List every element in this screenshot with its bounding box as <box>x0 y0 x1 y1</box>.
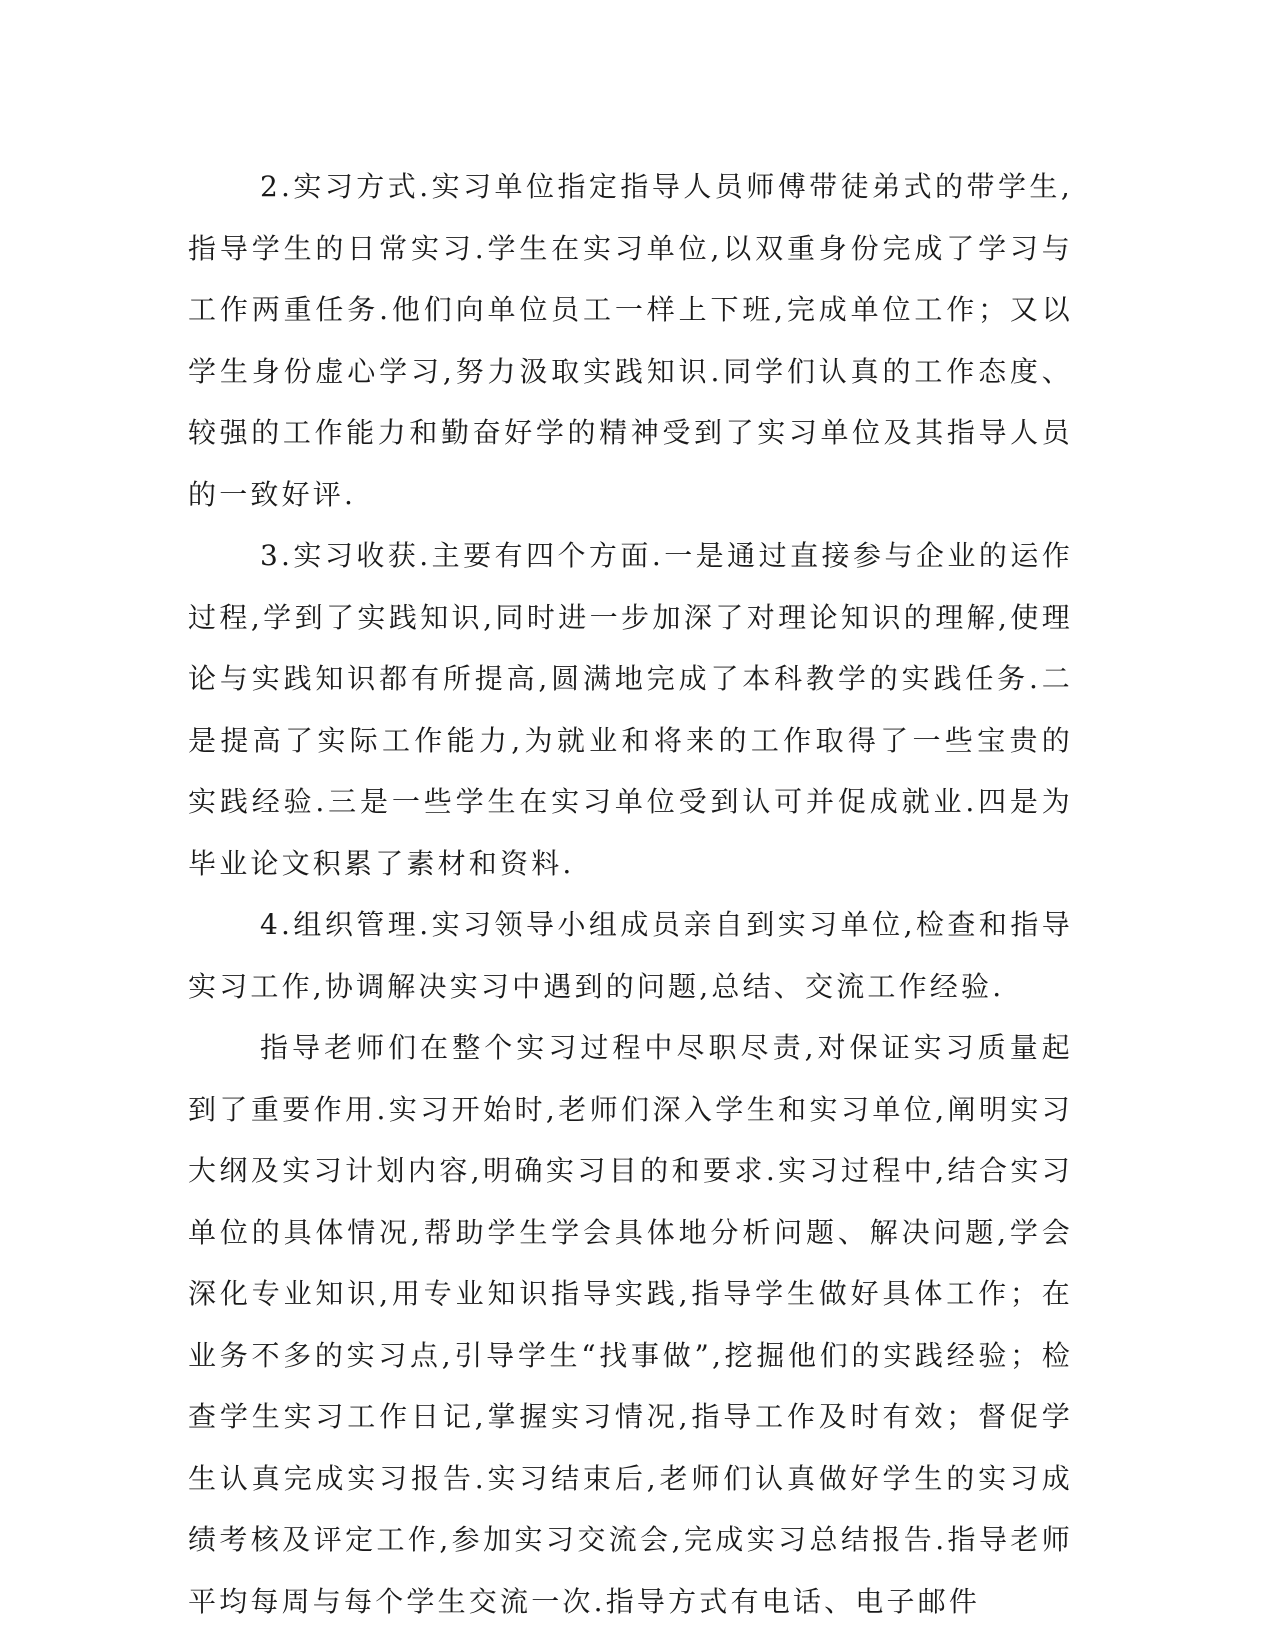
paragraph-instructor-duties: 指导老师们在整个实习过程中尽职尽责,对保证实习质量起到了重要作用.实习开始时,老师们深入学生和实习单位,阐明实习大纲及实习计划内容,明确实习目的和要求.实习过程中,结合实习单位的具体情况,帮助学生学会具体地分析问题、解决问题,学会深化专业知识,用专业知识指导实践,指导学生做好具体工作；在业务不多的实习点,引导学生“找事做”,挖掘他们的实践经验；检查学生实习工作日记,掌握实习情况,指导工作及时有效；督促学生认真完成实习报告.实习结束后,老师们认真做好学生的实习成绩考核及评定工作,参加实习交流会,完成实习总结报告.指导老师平均每周与每个学生交流一次.指导方式有电话、电子邮件 <box>188 1031 1073 1618</box>
body-text <box>188 156 1073 1632</box>
paragraph-internship-method: 2.实习方式.实习单位指定指导人员师傅带徒弟式的带学生,指导学生的日常实习.学生在实习单位,以双重身份完成了学习与工作两重任务.他们向单位员工一样上下班,完成单位工作；又以学生身份虚心学习,努力汲取实践知识.同学们认真的工作态度、较强的工作能力和勤奋好学的精神受到了实习单位及其指导人员的一致好评. <box>188 170 1073 511</box>
paragraph-internship-gains: 3.实习收获.主要有四个方面.一是通过直接参与企业的运作过程,学到了实践知识,同时进一步加深了对理论知识的理解,使理论与实践知识都有所提高,圆满地完成了本科教学的实践任务.二是提高了实际工作能力,为就业和将来的工作取得了一些宝贵的实践经验.三是一些学生在实习单位受到认可并促成就业.四是为毕业论文积累了素材和资料. <box>188 539 1073 880</box>
paragraph-organization-management: 4.组织管理.实习领导小组成员亲自到实习单位,检查和指导实习工作,协调解决实习中遇到的问题,总结、交流工作经验. <box>188 908 1073 1003</box>
